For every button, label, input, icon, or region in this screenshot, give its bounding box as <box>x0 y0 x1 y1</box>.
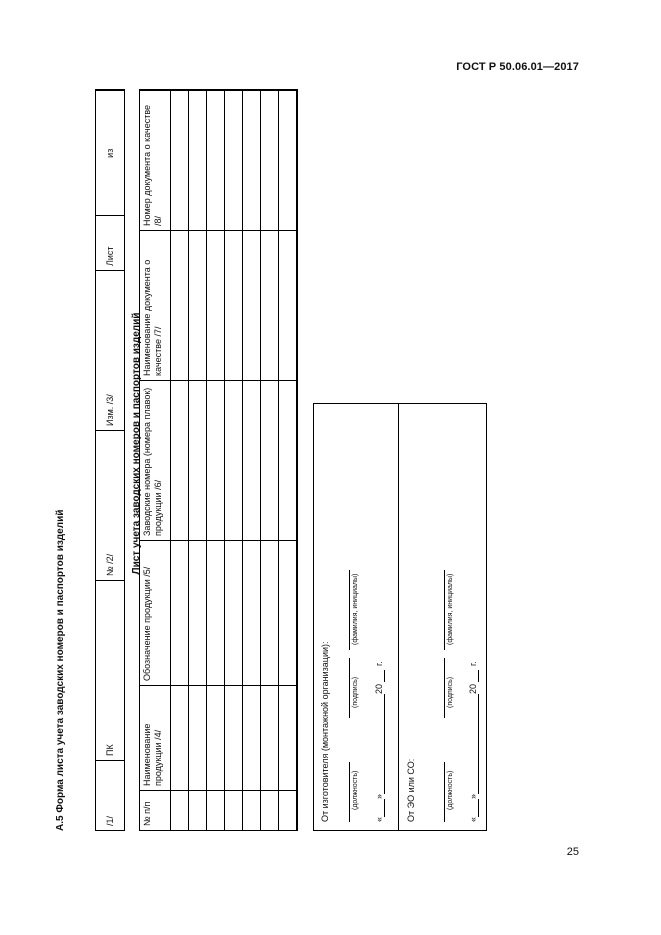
manufacturer-label: От изготовителя (монтажной организации): <box>320 641 330 822</box>
date-close-quote: » <box>468 793 478 799</box>
signature-line <box>349 658 350 718</box>
date-open-quote: « <box>374 816 384 822</box>
header-cell-of: из <box>96 91 125 216</box>
year-suffix: г. <box>374 661 384 666</box>
year-prefix: 20 <box>468 683 478 694</box>
signature-box <box>313 403 487 831</box>
header-cell-pk: ПК <box>96 581 125 761</box>
column-header-product-designation: Обозначение продукции /5/ <box>140 541 171 686</box>
table-row <box>207 91 225 831</box>
date-close-quote: » <box>374 793 384 799</box>
header-cell-revision: Изм. /3/ <box>96 271 125 431</box>
eo-label: От ЭО или СО: <box>406 758 416 822</box>
signature-caption: (подпись) <box>352 676 359 708</box>
year-line <box>384 670 385 682</box>
column-header-serial-numbers: Заводские номера (номера плавок) продукции /6/ <box>140 381 171 541</box>
form-header-table <box>95 90 125 832</box>
table-row <box>171 91 189 831</box>
table-row <box>225 91 243 831</box>
day-line <box>384 799 385 817</box>
name-caption: (фамилия, инициалы) <box>352 573 359 645</box>
rotated-form-content <box>55 91 500 841</box>
list-title: Лист учета заводских номеров и паспортов изделий <box>131 312 142 575</box>
column-header-index: № п/п <box>140 791 171 831</box>
signature-divider <box>398 404 399 830</box>
position-caption: (должность) <box>352 770 359 810</box>
month-line <box>384 694 385 794</box>
position-caption: (должность) <box>447 770 454 810</box>
table-row <box>189 91 207 831</box>
header-cell-organization: /1/ <box>96 761 125 831</box>
name-line <box>349 570 350 650</box>
name-caption: (фамилия, инициалы) <box>447 573 454 645</box>
table-row <box>279 91 298 831</box>
document-standard-header: ГОСТ Р 50.06.01—2017 <box>456 61 579 73</box>
month-line <box>478 694 479 794</box>
day-line <box>478 799 479 817</box>
serial-numbers-table <box>139 90 298 832</box>
year-prefix: 20 <box>374 683 384 694</box>
date-open-quote: « <box>468 816 478 822</box>
column-header-quality-doc-name: Наименование документа о качестве /7/ <box>140 231 171 381</box>
column-header-product-name: Наименование продукции /4/ <box>140 686 171 791</box>
year-suffix: г. <box>468 661 478 666</box>
header-cell-number: № /2/ <box>96 431 125 581</box>
signature-caption: (подпись) <box>447 676 454 708</box>
position-line <box>444 762 445 822</box>
column-header-quality-doc-number: Номер документа о качестве /8/ <box>140 91 171 231</box>
page-number: 25 <box>566 846 579 858</box>
table-row <box>261 91 279 831</box>
year-line <box>478 670 479 682</box>
name-line <box>444 570 445 650</box>
table-row <box>243 91 261 831</box>
signature-line <box>444 658 445 718</box>
position-line <box>349 762 350 822</box>
header-cell-sheet: Лист <box>96 216 125 271</box>
section-title: А.5 Форма листа учета заводских номеров и паспортов изделий <box>55 509 66 831</box>
